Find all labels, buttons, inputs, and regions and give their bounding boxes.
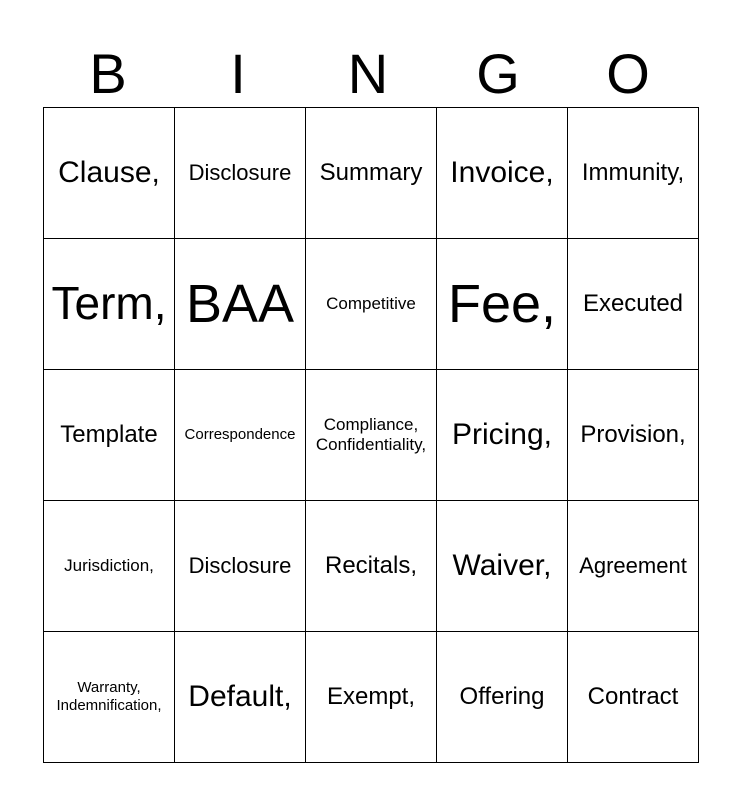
cell-text: Warranty, Indemnification, [56, 679, 162, 714]
bingo-row [44, 501, 699, 632]
bingo-row [44, 108, 699, 239]
bingo-cell [175, 632, 306, 763]
cell-text: Invoice, [450, 156, 554, 189]
bingo-cell [306, 501, 437, 632]
cell-text: Disclosure [188, 159, 292, 185]
bingo-cell [44, 501, 175, 632]
cell-text: Summary [319, 158, 423, 186]
bingo-card-grid [43, 107, 699, 763]
cell-text: Contract [587, 682, 679, 710]
header-letter-g: G [476, 42, 520, 105]
cell-text: BAA [185, 273, 295, 334]
header-letter-b: B [89, 42, 127, 105]
cell-text: Term, [51, 277, 167, 330]
cell-text: Disclosure [188, 552, 292, 578]
cell-text: Template [60, 420, 158, 448]
header-letter-i: I [230, 42, 246, 105]
bingo-cell [44, 632, 175, 763]
bingo-cell [437, 501, 568, 632]
bingo-cell [44, 239, 175, 370]
bingo-cell [568, 632, 699, 763]
bingo-cell [175, 501, 306, 632]
cell-text: Correspondence [184, 426, 296, 443]
cell-text: Competitive [326, 293, 416, 313]
cell-text: Recitals, [324, 551, 418, 579]
bingo-cell [437, 370, 568, 501]
bingo-cell [175, 108, 306, 239]
cell-text: Provision, [580, 420, 686, 448]
cell-text: Default, [188, 680, 292, 713]
bingo-row [44, 632, 699, 763]
cell-text: Executed [582, 289, 684, 317]
bingo-cell [437, 108, 568, 239]
bingo-row [44, 239, 699, 370]
header-letter-o: O [606, 42, 650, 105]
cell-text: Waiver, [452, 549, 552, 582]
bingo-cell [306, 370, 437, 501]
header-letter-n: N [347, 42, 389, 105]
bingo-header [43, 40, 693, 108]
bingo-cell [437, 239, 568, 370]
bingo-cell [306, 239, 437, 370]
bingo-cell [568, 501, 699, 632]
cell-text: Compliance, Confidentiality, [315, 414, 427, 454]
cell-text: Jurisdiction, [64, 555, 154, 575]
cell-text: Agreement [579, 552, 687, 578]
cell-text: Clause, [58, 156, 160, 189]
bingo-cell [568, 239, 699, 370]
cell-text: Fee, [447, 273, 557, 334]
bingo-cell [175, 370, 306, 501]
cell-text: Exempt, [326, 682, 416, 710]
bingo-row [44, 370, 699, 501]
cell-text: Offering [459, 682, 545, 710]
bingo-cell [306, 108, 437, 239]
bingo-cell [44, 370, 175, 501]
bingo-cell [175, 239, 306, 370]
cell-text: Immunity, [581, 158, 685, 186]
bingo-cell [44, 108, 175, 239]
bingo-cell [306, 632, 437, 763]
bingo-cell [437, 632, 568, 763]
bingo-cell [568, 370, 699, 501]
cell-text: Pricing, [451, 418, 553, 451]
bingo-cell [568, 108, 699, 239]
